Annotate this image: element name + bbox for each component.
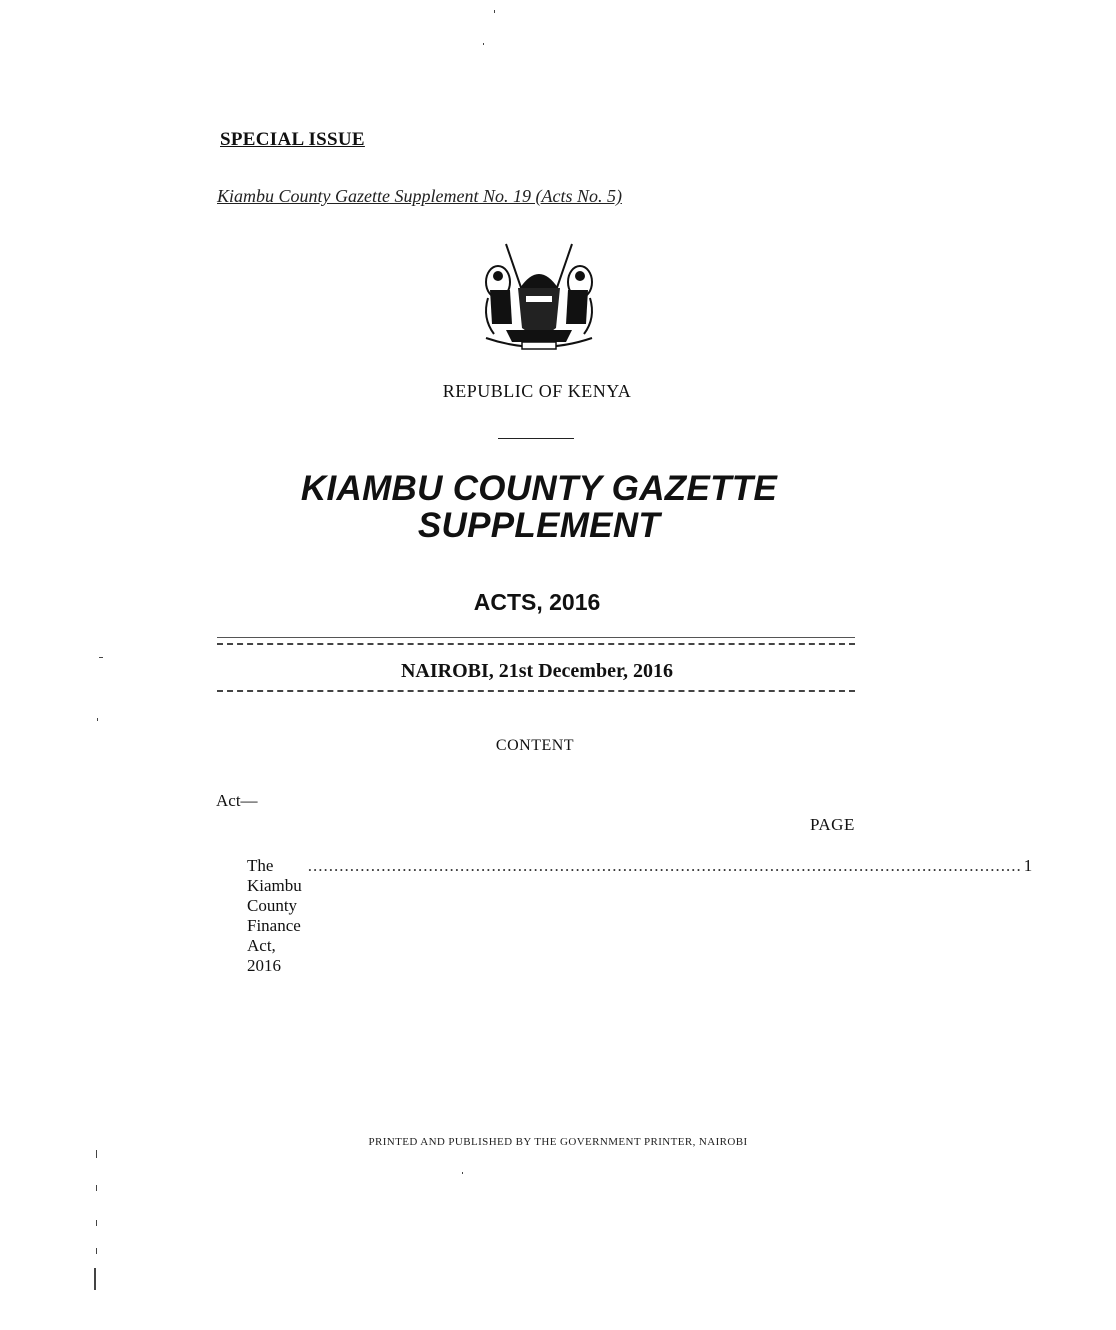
republic-of-kenya-label: REPUBLIC OF KENYA — [442, 381, 632, 401]
toc-entry-page: 1 — [1023, 856, 1033, 875]
top-rule — [217, 637, 855, 638]
contents-heading: CONTENT — [495, 737, 575, 754]
toc-entry-title: The Kiambu County Finance Act, 2016 — [247, 856, 302, 975]
supplement-reference: Kiambu County Gazette Supplement No. 19 (Acts No. 5) — [217, 186, 622, 206]
kenya-coat-of-arms-icon — [476, 238, 602, 356]
scan-speck — [96, 1248, 97, 1254]
scan-speck — [96, 1185, 97, 1191]
printer-imprint: PRINTED AND PUBLISHED BY THE GOVERNMENT PRINTER, NAIROBI — [368, 1136, 748, 1148]
title-divider — [498, 438, 574, 439]
act-label: Act— — [216, 791, 258, 810]
scan-speck — [462, 1172, 463, 1174]
dateline: NAIROBI, 21st December, 2016 — [400, 660, 673, 682]
toc-entry — [247, 856, 1033, 976]
page-column-label: PAGE — [810, 815, 855, 834]
scan-speck — [494, 10, 495, 13]
bottom-dashed-rule — [217, 690, 855, 692]
scan-speck — [99, 657, 103, 658]
special-issue-heading: SPECIAL ISSUE — [220, 129, 365, 150]
top-dashed-rule — [217, 643, 855, 645]
scan-speck — [483, 43, 484, 45]
scan-speck — [96, 1220, 97, 1226]
scan-speck — [96, 1150, 97, 1158]
scan-speck — [97, 718, 98, 721]
gazette-title-line-1: KIAMBU COUNTY GAZETTE — [300, 469, 778, 508]
toc-dot-leader: ........................................................................................................................................ — [307, 856, 1022, 875]
acts-year-heading: ACTS, 2016 — [473, 589, 601, 615]
gazette-title-line-2: SUPPLEMENT — [417, 506, 661, 545]
scan-speck — [94, 1268, 96, 1290]
